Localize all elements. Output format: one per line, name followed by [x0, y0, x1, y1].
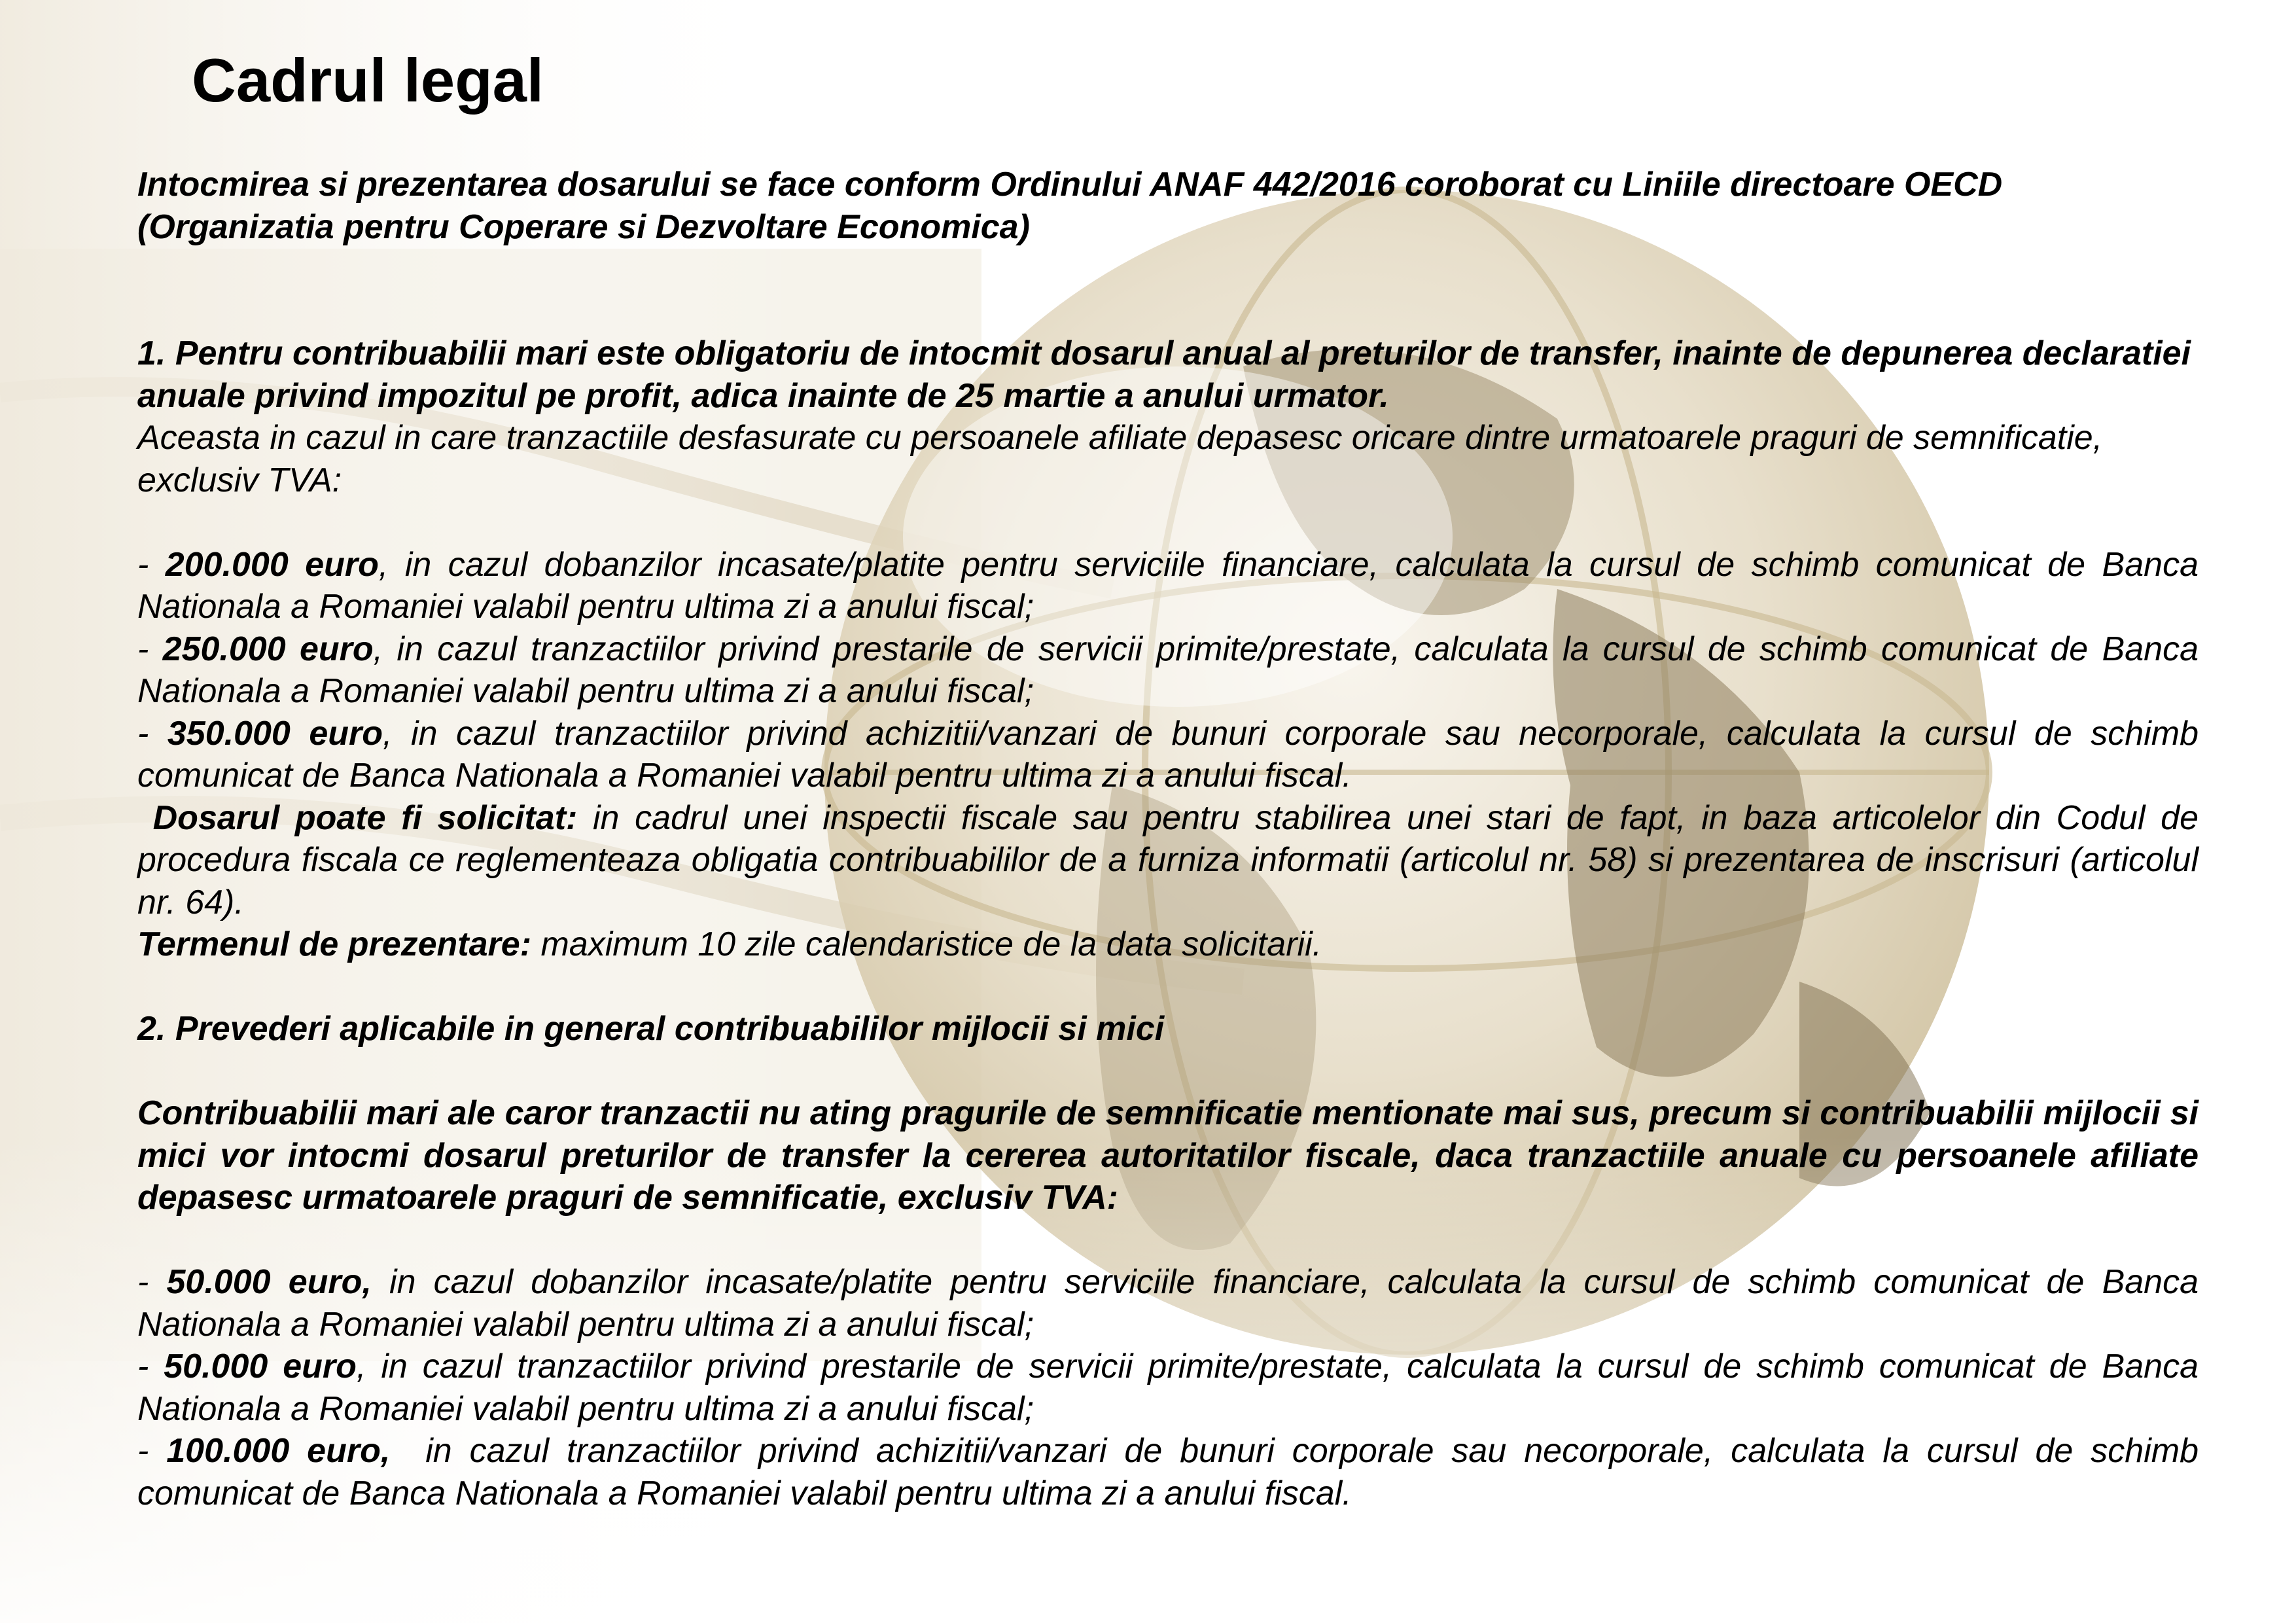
request-text: in cadrul unei inspectii fiscale sau pentru stabilirea unei stari de fapt, in baza articolelor din Codul de procedura fiscala ce reglementeaza obligatia contribuabililor de a furniza informatii (articolul nr. 58) si prezentarea de inscrisuri (articolul nr. 64). [137, 798, 2199, 921]
threshold-item [137, 1346, 2199, 1430]
spacer [137, 966, 2199, 1008]
threshold-item [137, 1430, 2208, 1514]
spacer [137, 1219, 2199, 1262]
threshold-prefix: - [137, 1432, 167, 1470]
slide-title: Cadrul legal [192, 46, 544, 115]
threshold-item [137, 1261, 2199, 1346]
threshold-text: , in cazul dobanzilor incasate/platite pentru serviciile financiare, calculata la cursul de schimb comunicat de Banca Nationala a Romaniei valabil pentru ultima zi a anului fiscal; [137, 545, 2199, 626]
deadline-label: Termenul de prezentare: [137, 925, 532, 963]
threshold-text: , in cazul tranzactiilor privind prestarile de servicii primite/prestate, calculata la cursul de schimb comunicat de Banca Nationala a Romaniei valabil pentru ultima zi a anului fiscal; [137, 630, 2199, 710]
section1-condition: Aceasta in cazul in care tranzactiile desfasurate cu persoanele afiliate depasesc oricare dintre urmatoarele praguri de semnificatie, exclusiv TVA: [137, 419, 2103, 499]
threshold-amount: 100.000 euro, [166, 1432, 391, 1470]
threshold-prefix: - [137, 714, 168, 753]
section2-paragraph: Contribuabilii mari ale caror tranzactii nu ating pragurile de semnificatie mentionate mai sus, precum si contribuabilii mijlocii si mici vor intocmi dosarul preturilor de transfer la cererea autoritatilor fiscale, daca tranzactiile anuale cu persoanele afiliate depasesc urmatoarele praguri de semnificatie, exclusiv TVA: [137, 1094, 2199, 1217]
threshold-item [137, 713, 2199, 797]
spacer [137, 248, 2199, 332]
threshold-amount: 350.000 euro [167, 714, 383, 753]
deadline-paragraph [137, 923, 2199, 966]
threshold-amount: 50.000 euro, [166, 1263, 372, 1301]
threshold-text: , in cazul tranzactiilor privind prestarile de servicii primite/prestate, calculata la cursul de schimb comunicat de Banca Nationala a Romaniei valabil pentru ultima zi a anului fiscal; [137, 1347, 2199, 1428]
threshold-item [137, 628, 2199, 713]
spacer [137, 501, 2199, 544]
slide-content [137, 164, 2208, 1514]
threshold-text: in cazul tranzactiilor privind achizitii/vanzari de bunuri corporale sau necorporale, calculata la cursul de schimb comunicat de Banca Nationala a Romaniei valabil pentru ultima zi a anului fiscal. [137, 1432, 2208, 1512]
threshold-text: in cazul dobanzilor incasate/platite pentru serviciile financiare, calculata la cursul de schimb comunicat de Banca Nationala a Romaniei valabil pentru ultima zi a anului fiscal; [137, 1263, 2199, 1344]
threshold-prefix: - [137, 1263, 167, 1301]
intro-paragraph: Intocmirea si prezentarea dosarului se face conform Ordinului ANAF 442/2016 coroborat cu Liniile directoare OECD (Organizatia pentru Coperare si Dezvoltare Economica) [137, 166, 2003, 246]
threshold-amount: 200.000 euro [165, 545, 379, 584]
deadline-text: maximum 10 zile calendaristice de la data solicitarii. [531, 925, 1322, 963]
threshold-prefix: - [137, 1347, 164, 1385]
threshold-amount: 250.000 euro [162, 630, 374, 668]
section2-heading: 2. Prevederi aplicabile in general contribuabililor mijlocii si mici [137, 1010, 1165, 1048]
threshold-text: , in cazul tranzactiilor privind achizitii/vanzari de bunuri corporale sau necorporale, calculata la cursul de schimb comunicat de Banca Nationala a Romaniei valabil pentru ultima zi a anului fiscal. [137, 714, 2199, 794]
request-paragraph [137, 797, 2199, 924]
threshold-prefix: - [137, 545, 166, 584]
threshold-prefix: - [137, 630, 163, 668]
section1-heading: 1. Pentru contribuabilii mari este obligatoriu de intocmit dosarul anual al preturilor de transfer, inainte de depunerea declaratiei anuale privind impozitul pe profit, adica inainte de 25 martie a anului urmator. [137, 334, 2191, 415]
threshold-item [137, 544, 2199, 628]
request-label: Dosarul poate fi solicitat: [152, 798, 578, 837]
threshold-amount: 50.000 euro [164, 1347, 357, 1385]
spacer [137, 1050, 2199, 1093]
